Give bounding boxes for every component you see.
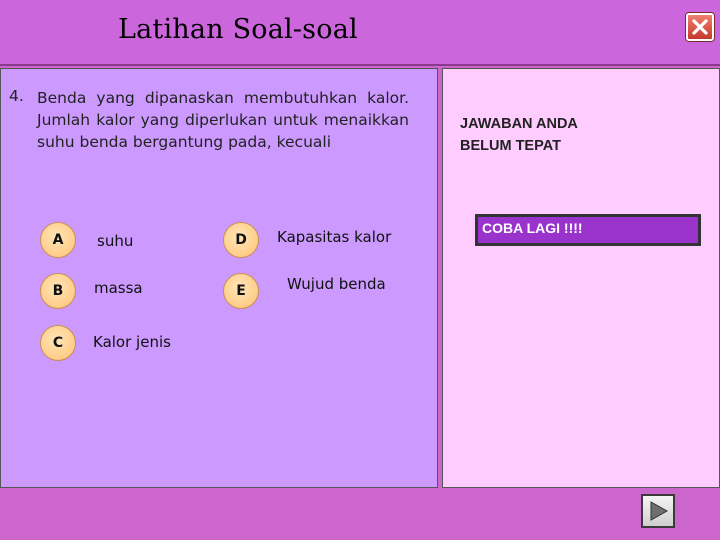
close-button[interactable] bbox=[686, 13, 714, 41]
feedback-line-1: JAWABAN ANDA bbox=[460, 116, 578, 132]
option-b-label[interactable]: massa bbox=[94, 279, 143, 297]
question-number: 4. bbox=[9, 87, 24, 105]
question-text: Benda yang dipanaskan membutuhkan kalor. Jumlah kalor yang diperlukan untuk menaikkan suhu benda bergantung pada, kecuali bbox=[37, 89, 409, 151]
option-e-button[interactable]: E bbox=[223, 273, 259, 309]
option-a-button[interactable]: A bbox=[40, 222, 76, 258]
feedback-line-2: BELUM TEPAT bbox=[460, 138, 561, 154]
question-panel bbox=[0, 68, 438, 488]
feedback-message bbox=[460, 113, 660, 157]
close-icon bbox=[691, 18, 709, 36]
footer-bar bbox=[0, 490, 720, 540]
option-a-label[interactable]: suhu bbox=[97, 232, 134, 250]
option-e-label[interactable]: Wujud benda bbox=[287, 275, 386, 293]
option-d-button[interactable]: D bbox=[223, 222, 259, 258]
option-c-label[interactable]: Kalor jenis bbox=[93, 333, 171, 351]
option-c-button[interactable]: C bbox=[40, 325, 76, 361]
retry-button[interactable]: COBA LAGI !!!! bbox=[475, 214, 701, 246]
next-button[interactable] bbox=[641, 494, 675, 528]
feedback-panel bbox=[442, 68, 720, 488]
option-d-label[interactable]: Kapasitas kalor bbox=[277, 228, 392, 246]
play-triangle-icon bbox=[646, 499, 670, 523]
page-title: Latihan Soal-soal bbox=[118, 14, 358, 45]
title-bar bbox=[0, 0, 720, 66]
option-b-button[interactable]: B bbox=[40, 273, 76, 309]
